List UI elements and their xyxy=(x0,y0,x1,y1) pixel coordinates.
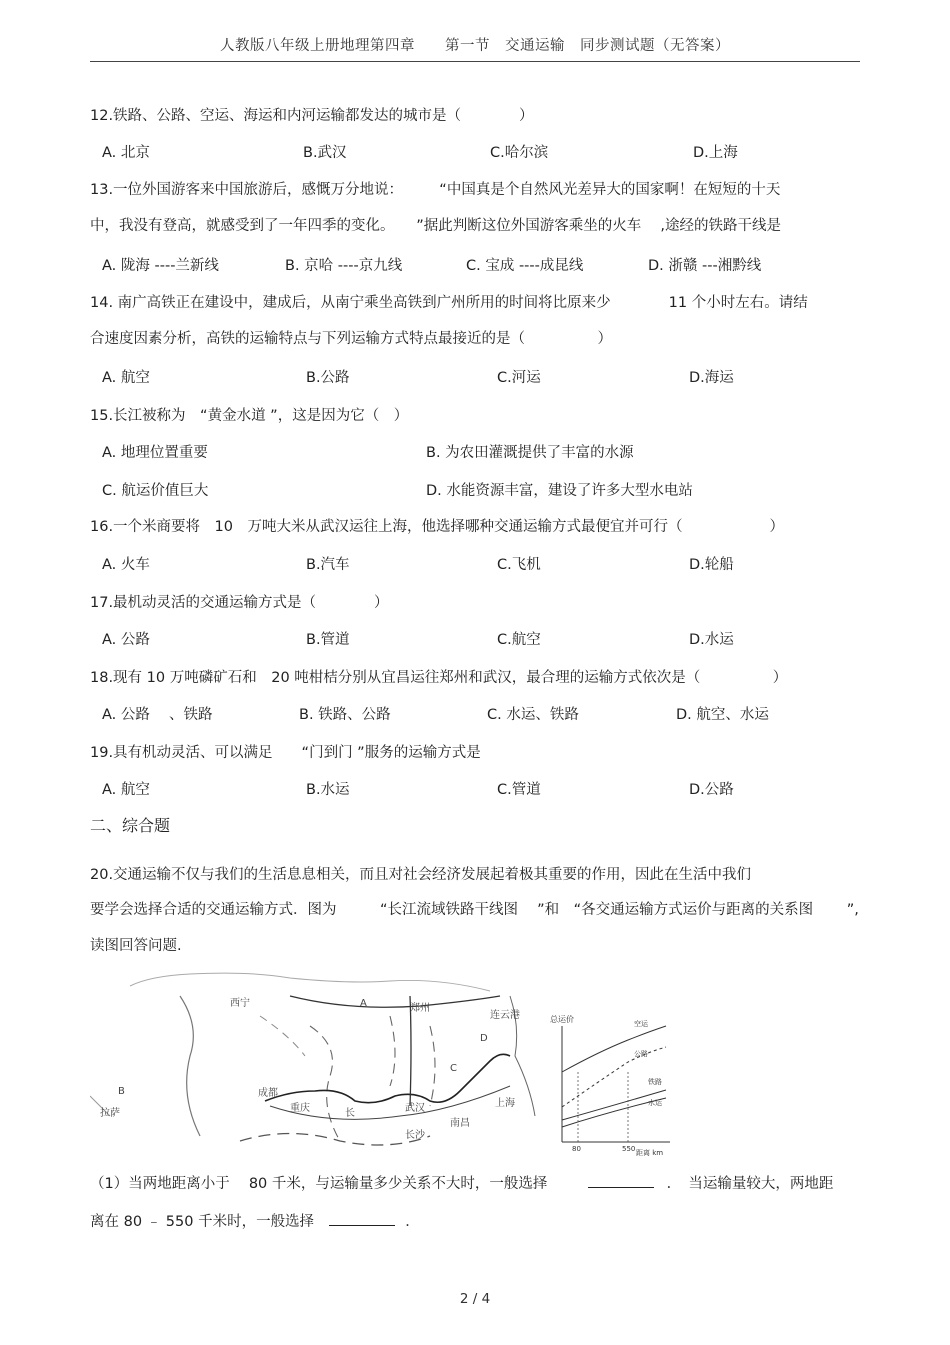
q20-sub1-text-a: （1）当两地距离小于 80 千米，与运输量多少关系不大时，一般选择 xyxy=(90,1176,548,1192)
section-title: 二、综合题 xyxy=(90,816,171,835)
map-label-c: C xyxy=(450,1063,457,1074)
q13-option-b: B. 京哈 ----京九线 xyxy=(285,258,403,274)
q17-option-c: C.航空 xyxy=(497,632,541,648)
q18-option-d: D. 航空、水运 xyxy=(676,707,769,723)
map-label-changsha: 长沙 xyxy=(405,1130,425,1141)
q18-option-b: B. 铁路、公路 xyxy=(299,707,391,723)
map-label-wuhan: 武汉 xyxy=(405,1103,425,1114)
q15-option-a: A. 地理位置重要 xyxy=(102,445,208,461)
question-12-stem: 12.铁路、公路、空运、海运和内河运输都发达的城市是（ ） xyxy=(90,108,534,124)
q17-option-b: B.管道 xyxy=(306,632,350,648)
q12-option-b: B.武汉 xyxy=(303,145,347,161)
q14-option-c: C.河运 xyxy=(497,370,541,386)
question-17-stem: 17.最机动灵活的交通运输方式是（ ） xyxy=(90,595,389,611)
question-19-stem: 19.具有机动灵活、可以满足 “门到门 ”服务的运输方式是 xyxy=(90,745,481,761)
q19-option-b: B.水运 xyxy=(306,782,350,798)
q14-option-b: B.公路 xyxy=(306,370,350,386)
question-14-line-1: 14. 南广高铁正在建设中，建成后，从南宁乘坐高铁到广州所用的时间将比原来少 11 个小时左右。请结 xyxy=(90,295,808,311)
q14-option-d: D.海运 xyxy=(689,370,734,386)
chart-series-line-1 xyxy=(562,1047,666,1107)
q19-option-a: A. 航空 xyxy=(102,782,150,798)
map-label-xining: 西宁 xyxy=(230,998,250,1009)
map-label-chang: 长 xyxy=(345,1108,355,1119)
chart-x-tick-0: 80 xyxy=(572,1145,581,1153)
chart-series-label-0: 空运 xyxy=(634,1020,648,1028)
map-label-shanghai: 上海 xyxy=(495,1098,515,1109)
q14-option-a: A. 航空 xyxy=(102,370,150,386)
question-15-stem: 15.长江被称为 “黄金水道 ”，这是因为它（ ） xyxy=(90,408,409,424)
q18-option-c: C. 水运、铁路 xyxy=(487,707,579,723)
map-label-chengdu: 成都 xyxy=(258,1088,278,1099)
chart-y-label: 总运价 xyxy=(550,1015,574,1024)
page-number: 2 / 4 xyxy=(459,1291,491,1307)
q16-option-c: C.飞机 xyxy=(497,557,541,573)
map-label-b: B xyxy=(118,1086,125,1097)
q15-option-c: C. 航运价值巨大 xyxy=(102,483,209,499)
question-18-stem: 18.现有 10 万吨磷矿石和 20 吨柑桔分别从宜昌运往郑州和武汉，最合理的运输方式依次是（ ） xyxy=(90,670,788,686)
chart-series-label-1: 公路 xyxy=(634,1050,648,1058)
q20-sub1-text-c: 离在 80 ﹣ 550 千米时，一般选择 xyxy=(90,1214,315,1230)
q15-option-d: D. 水能资源丰富，建设了许多大型水电站 xyxy=(426,483,693,499)
q12-option-d: D.上海 xyxy=(693,145,738,161)
question-20-line-2: 要学会选择合适的交通运输方式．图为 “长江流域铁路干线图 ”和 “各交通运输方式运价与距离的关系图 ”, xyxy=(90,902,859,918)
question-13-line-2: 中，我没有登高，就感受到了一年四季的变化。 ”据此判断这位外国游客乘坐的火车 ,途经的铁路干线是 xyxy=(90,218,781,234)
q18-option-a: A. 公路 、铁路 xyxy=(102,707,213,723)
map-label-lasa: 拉萨 xyxy=(100,1108,120,1119)
map-label-chongqing: 重庆 xyxy=(290,1103,310,1114)
question-20-line-3: 读图回答问题. xyxy=(90,938,182,954)
q16-option-a: A. 火车 xyxy=(102,557,150,573)
question-13-line-1: 13.一位外国游客来中国旅游后，感慨万分地说： “中国真是个自然风光差异大的国家啊！在短短的十天 xyxy=(90,182,781,198)
q19-option-c: C.管道 xyxy=(497,782,541,798)
q20-sub1-blank-2[interactable] xyxy=(329,1211,395,1226)
map-label-a: A xyxy=(360,998,367,1009)
map-label-lianyungang: 连云港 xyxy=(490,1010,520,1021)
page-header: 人教版八年级上册地理第四章 第一节 交通运输 同步测试题（无答案） xyxy=(220,38,730,54)
q15-option-b: B. 为农田灌溉提供了丰富的水源 xyxy=(426,445,634,461)
map-label-d: D xyxy=(480,1033,488,1044)
q16-option-d: D.轮船 xyxy=(689,557,734,573)
q19-option-d: D.公路 xyxy=(689,782,734,798)
q16-option-b: B.汽车 xyxy=(306,557,350,573)
q20-sub1-text-b: ． 当运输量较大，两地距 xyxy=(666,1176,834,1192)
question-14-line-2: 合速度因素分析，高铁的运输特点与下列运输方式特点最接近的是（ ） xyxy=(90,331,612,347)
q17-option-a: A. 公路 xyxy=(102,632,150,648)
map-label-nanchang: 南昌 xyxy=(450,1118,470,1129)
map-label-zhengzhou: 郑州 xyxy=(410,1003,430,1014)
q12-option-c: C.哈尔滨 xyxy=(490,145,549,161)
chart-x-tick-1: 550 xyxy=(622,1145,636,1153)
chart-x-label: 距离 km xyxy=(636,1149,664,1157)
chart-series-label-2: 铁路 xyxy=(648,1078,662,1086)
q13-option-c: C. 宝成 ----成昆线 xyxy=(466,258,584,274)
q12-option-a: A. 北京 xyxy=(102,145,150,161)
yangtze-railway-map xyxy=(90,966,545,1156)
header-divider xyxy=(90,61,860,62)
q13-option-d: D. 浙赣 ---湘黔线 xyxy=(648,258,762,274)
q20-sub1-blank-1[interactable] xyxy=(588,1173,654,1188)
q13-option-a: A. 陇海 ----兰新线 xyxy=(102,258,219,274)
q20-sub1-end: ． xyxy=(405,1214,420,1230)
q17-option-d: D.水运 xyxy=(689,632,734,648)
freight-cost-distance-chart xyxy=(548,1012,673,1158)
question-20-line-1: 20.交通运输不仅与我们的生活息息相关，而且对社会经济发展起着极其重要的作用，因此在生活中我们 xyxy=(90,867,752,883)
question-16-stem: 16.一个米商要将 10 万吨大米从武汉运往上海，他选择哪种交通运输方式最便宜并可行（ ） xyxy=(90,519,785,535)
chart-series-line-0 xyxy=(562,1026,666,1072)
chart-series-label-3: 水运 xyxy=(648,1099,662,1107)
